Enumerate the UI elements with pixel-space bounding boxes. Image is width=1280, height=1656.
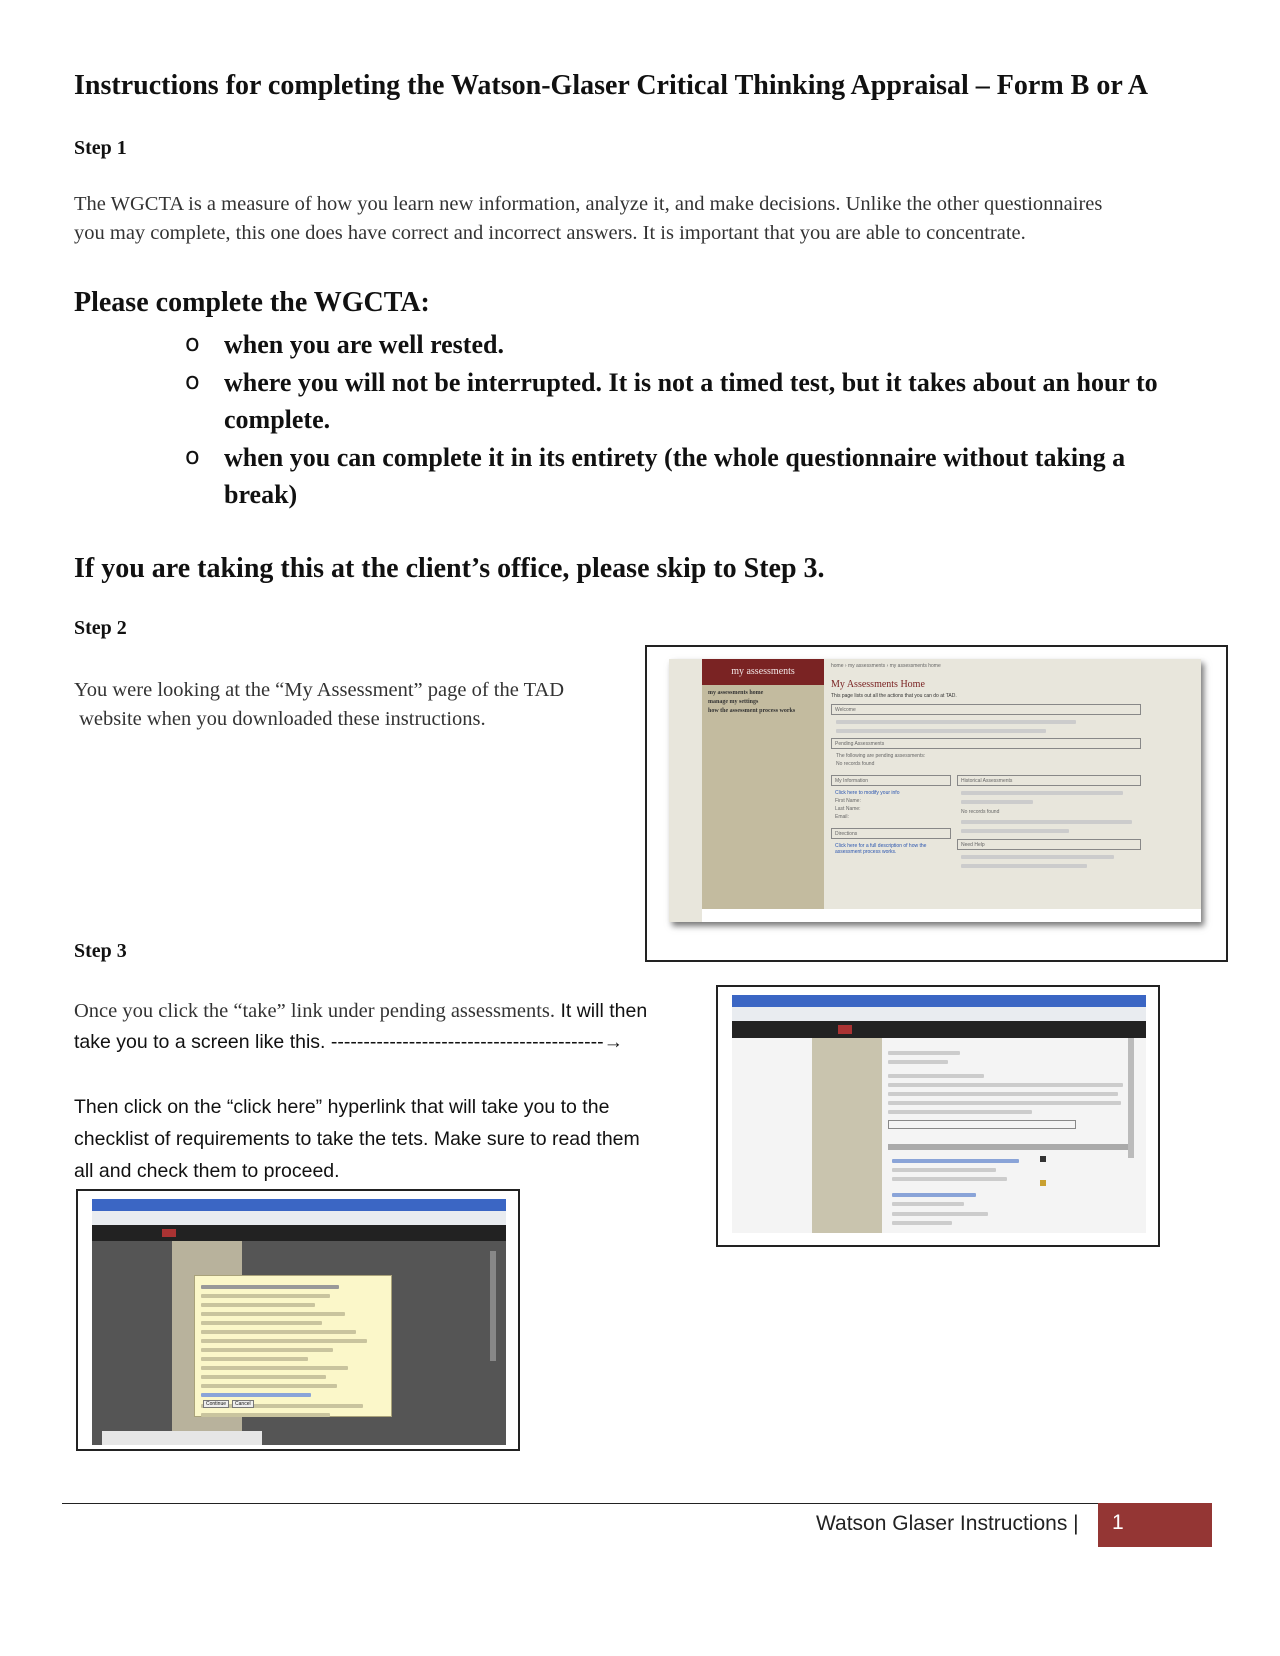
site-logo bbox=[162, 1229, 176, 1237]
please-heading: Please complete the WGCTA: bbox=[74, 287, 430, 318]
tad-section-myinfo: My Information bbox=[831, 775, 951, 786]
tad-email: Email: bbox=[835, 814, 849, 820]
footer-title: Watson Glaser Instructions | bbox=[816, 1512, 1079, 1535]
tad-sidebar-title: my assessments bbox=[702, 659, 824, 685]
bullet-icon: o bbox=[185, 366, 200, 395]
requirement-item: o when you are well rested. bbox=[185, 326, 1185, 364]
modal-overlay bbox=[92, 1241, 506, 1445]
tad-nav-settings[interactable]: manage my settings bbox=[708, 699, 759, 705]
dialog-continue-button[interactable]: Continue bbox=[203, 1400, 229, 1408]
step3-label: Step 3 bbox=[74, 940, 127, 962]
tad-section-pending: Pending Assessments bbox=[831, 738, 1141, 749]
requirements-dialog bbox=[194, 1275, 392, 1417]
tad-modify-info-link[interactable]: Click here to modify your info bbox=[835, 790, 900, 796]
step2-line2: website when you downloaded these instructions. bbox=[74, 708, 486, 730]
page-sidebar bbox=[812, 1038, 882, 1233]
step1-line1: The WGCTA is a measure of how you learn new information, analyze it, and make decisions. Unlike the other questionnaires bbox=[74, 193, 1103, 215]
step1-line2: you may complete, this one does have correct and incorrect answers. It is important that you are able to concentrate. bbox=[74, 222, 1026, 244]
step3-p2-line1: Then click on the “click here” hyperlink that will take you to the bbox=[74, 1096, 610, 1118]
step2-line1: You were looking at the “My Assessment” page of the TAD bbox=[74, 679, 565, 701]
tad-breadcrumb: home › my assessments › my assessments home bbox=[831, 663, 941, 669]
browser-tabs-bar bbox=[92, 1199, 506, 1211]
tad-no-records: No records found bbox=[836, 761, 875, 767]
browser-address-bar bbox=[92, 1211, 506, 1226]
step3-paragraph2 bbox=[74, 1091, 714, 1187]
document-title: Instructions for completing the Watson-Glaser Critical Thinking Appraisal – Form B or A bbox=[74, 70, 1148, 101]
step2-paragraph bbox=[74, 676, 634, 734]
tad-section-directions: Directions bbox=[831, 828, 951, 839]
page-number: 1 bbox=[1098, 1503, 1212, 1547]
tad-section-help: Need Help bbox=[957, 839, 1141, 850]
browser-address-bar bbox=[732, 1007, 1146, 1022]
site-header-bar bbox=[732, 1021, 1146, 1038]
checklist-screenshot bbox=[76, 1189, 520, 1451]
tad-page-title: My Assessments Home bbox=[831, 679, 925, 690]
step2-label: Step 2 bbox=[74, 617, 127, 639]
tad-sidebar bbox=[702, 659, 824, 922]
tad-section-welcome: Welcome bbox=[831, 704, 1141, 715]
tad-history-no-records: No records found bbox=[961, 809, 1000, 815]
bullet-icon: o bbox=[185, 329, 200, 357]
tad-section-history: Historical Assessments bbox=[957, 775, 1141, 786]
step3-paragraph bbox=[74, 996, 714, 1058]
bullet-icon: o bbox=[185, 441, 200, 470]
tad-nav-process[interactable]: how the assessment process works bbox=[708, 708, 796, 714]
skip-note: If you are taking this at the client’s office, please skip to Step 3. bbox=[74, 553, 825, 584]
step3-p2-line3: all and check them to proceed. bbox=[74, 1160, 340, 1182]
footer-rule bbox=[62, 1503, 1212, 1504]
step3-line1: Once you click the “take” link under pending assessments. It will then bbox=[74, 1000, 648, 1022]
requirement-item: o when you can complete it in its entirety (the whole questionnaire without taking a break) bbox=[185, 439, 1185, 514]
assessment-page-screenshot bbox=[716, 985, 1160, 1247]
site-header-bar bbox=[92, 1225, 506, 1241]
my-assessments-screenshot bbox=[645, 645, 1228, 962]
requirement-item: o where you will not be interrupted. It is not a timed test, but it takes about an hour to complete. bbox=[185, 364, 1185, 439]
site-logo bbox=[838, 1025, 852, 1034]
tad-subtitle: This page lists out all the actions that you can do at TAD. bbox=[831, 693, 957, 699]
tad-pending-text: The following are pending assessments: bbox=[836, 753, 926, 759]
tad-page bbox=[669, 659, 1201, 922]
tad-nav-home[interactable]: my assessments home bbox=[708, 690, 764, 696]
step1-label: Step 1 bbox=[74, 137, 127, 159]
step3-line2: take you to a screen like this. ------------------------------------------→ bbox=[74, 1031, 624, 1053]
tad-last-name: Last Name: bbox=[835, 806, 861, 812]
browser-tabs-bar bbox=[732, 995, 1146, 1007]
step3-p2-line2: checklist of requirements to take the tets. Make sure to read them bbox=[74, 1128, 640, 1150]
tad-directions-link[interactable]: Click here for a full description of how the assessment process works. bbox=[835, 843, 927, 855]
tad-first-name: First Name: bbox=[835, 798, 861, 804]
step1-paragraph bbox=[74, 190, 1224, 248]
dialog-cancel-button[interactable]: Cancel bbox=[232, 1400, 254, 1408]
requirements-list bbox=[185, 326, 1185, 514]
